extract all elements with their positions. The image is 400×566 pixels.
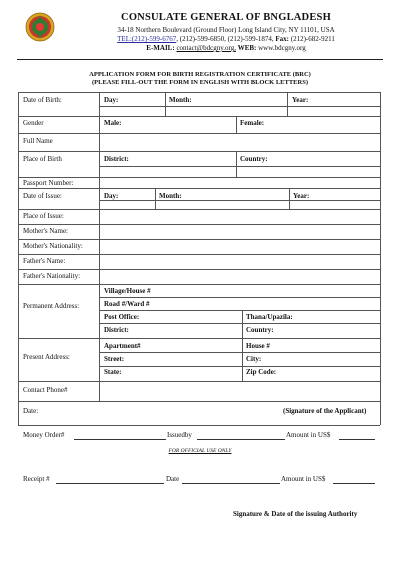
perm-district-field[interactable]: District: [104,326,129,334]
consulate-email [60,44,392,52]
office-date-line[interactable] [182,483,280,484]
full-name-label: Full Name [23,137,53,145]
mothers-name-label: Mother's Name: [23,227,69,235]
fax-label: Fax: [275,35,290,43]
pres-city-field[interactable]: City: [246,355,262,363]
perm-road-ward-field[interactable]: Road #/Ward # [104,300,150,308]
issue-month-field[interactable]: Month: [159,192,182,200]
place-of-issue-label: Place of Issue: [23,212,64,220]
issued-by-label: Issuedby [167,431,192,439]
gender-label: Gender [23,119,44,127]
date-of-issue-label: Date of Issue: [23,192,62,200]
passport-number-label: Passport Number: [23,179,74,187]
consulate-title: CONSULATE GENERAL OF BNGLADESH [121,12,331,23]
perm-country-field[interactable]: Country: [246,326,274,334]
fathers-nationality-label: Father's Nationality: [23,272,81,280]
pres-zip-code-field[interactable]: Zip Code: [246,368,277,376]
email-link[interactable]: contact@bdcgny.org, [176,44,236,52]
mothers-name-field[interactable] [100,225,379,238]
issue-year-field[interactable]: Year: [293,192,310,200]
dob-day-field[interactable]: Day: [104,96,119,104]
fathers-nationality-field[interactable] [100,270,379,283]
web-label: WEB: [237,44,257,52]
pres-house-field[interactable]: House # [246,342,270,350]
applicant-date-label: Date: [23,407,39,415]
perm-post-office-field[interactable]: Post Office: [104,313,140,321]
consulate-phones [60,35,392,43]
header-divider [17,59,383,60]
money-order-line[interactable] [74,439,166,440]
dob-month-field[interactable]: Month: [169,96,192,104]
amount-line[interactable] [339,439,375,440]
birth-district-field[interactable]: District: [104,155,129,163]
applicant-signature-label: (Signature of the Applicant) [283,407,367,415]
gender-male-field[interactable]: Male: [104,119,122,127]
fax-value: (212)-682-9211 [290,35,335,43]
present-address-label: Present Address: [23,353,70,361]
receipt-label: Receipt # [23,475,50,483]
contact-phone-field[interactable] [100,382,379,400]
receipt-line[interactable] [56,483,164,484]
dob-year-field[interactable]: Year: [292,96,309,104]
mothers-nationality-field[interactable] [100,240,379,253]
pres-apartment-field[interactable]: Apartment# [104,342,141,350]
phone-link[interactable]: TEL:(212)-599-6767 [117,35,177,43]
date-of-birth-label: Date of Birth: [23,96,62,104]
office-amount-label: Amount in US$ [281,475,326,483]
perm-thana-upazila-field[interactable]: Thana/Upazila: [246,313,293,321]
contact-phone-label: Contact Phone# [23,386,68,394]
gender-female-field[interactable]: Female: [240,119,265,127]
mothers-nationality-label: Mother's Nationality: [23,242,83,250]
official-use-heading: FOR OFFICIAL USE ONLY [168,448,232,454]
consulate-address: 34-18 Northern Boulevard (Ground Floor) Long Island City, NY 11101, USA [117,26,335,34]
pres-street-field[interactable]: Street: [104,355,125,363]
place-of-issue-field[interactable] [100,210,379,223]
office-date-label: Date [166,475,180,483]
issued-by-line[interactable] [197,439,285,440]
office-amount-line[interactable] [333,483,375,484]
email-label: E-MAIL: [146,44,175,52]
fathers-name-field[interactable] [100,255,379,268]
issue-day-field[interactable]: Day: [104,192,119,200]
web-link[interactable]: www.bdcgny.org [258,44,306,52]
form-instruction: (PLEASE FILL-OUT THE FORM IN ENGLISH WITH BLOCK LETTERS) [92,79,308,86]
phone-numbers: , (212)-599-6850, (212)-599-1874, [176,35,274,43]
place-of-birth-label: Place of Birth [23,155,62,163]
perm-village-house-field[interactable]: Village/House # [104,287,151,295]
permanent-address-label: Permanent Address: [23,302,80,310]
full-name-field[interactable] [100,134,379,150]
amount-label: Amount in US$ [286,431,331,439]
pres-state-field[interactable]: State: [104,368,122,376]
authority-signature-label: Signature & Date of the issuing Authority [233,510,358,518]
birth-country-field[interactable]: Country: [240,155,268,163]
consulate-seal-icon [25,12,55,42]
passport-number-field[interactable] [100,178,379,187]
money-order-label: Money Order# [23,431,65,439]
fathers-name-label: Father's Name: [23,257,66,265]
form-title: APPLICATION FORM FOR BIRTH REGISTRATION CERTIFICATE (BRC) [89,71,311,78]
